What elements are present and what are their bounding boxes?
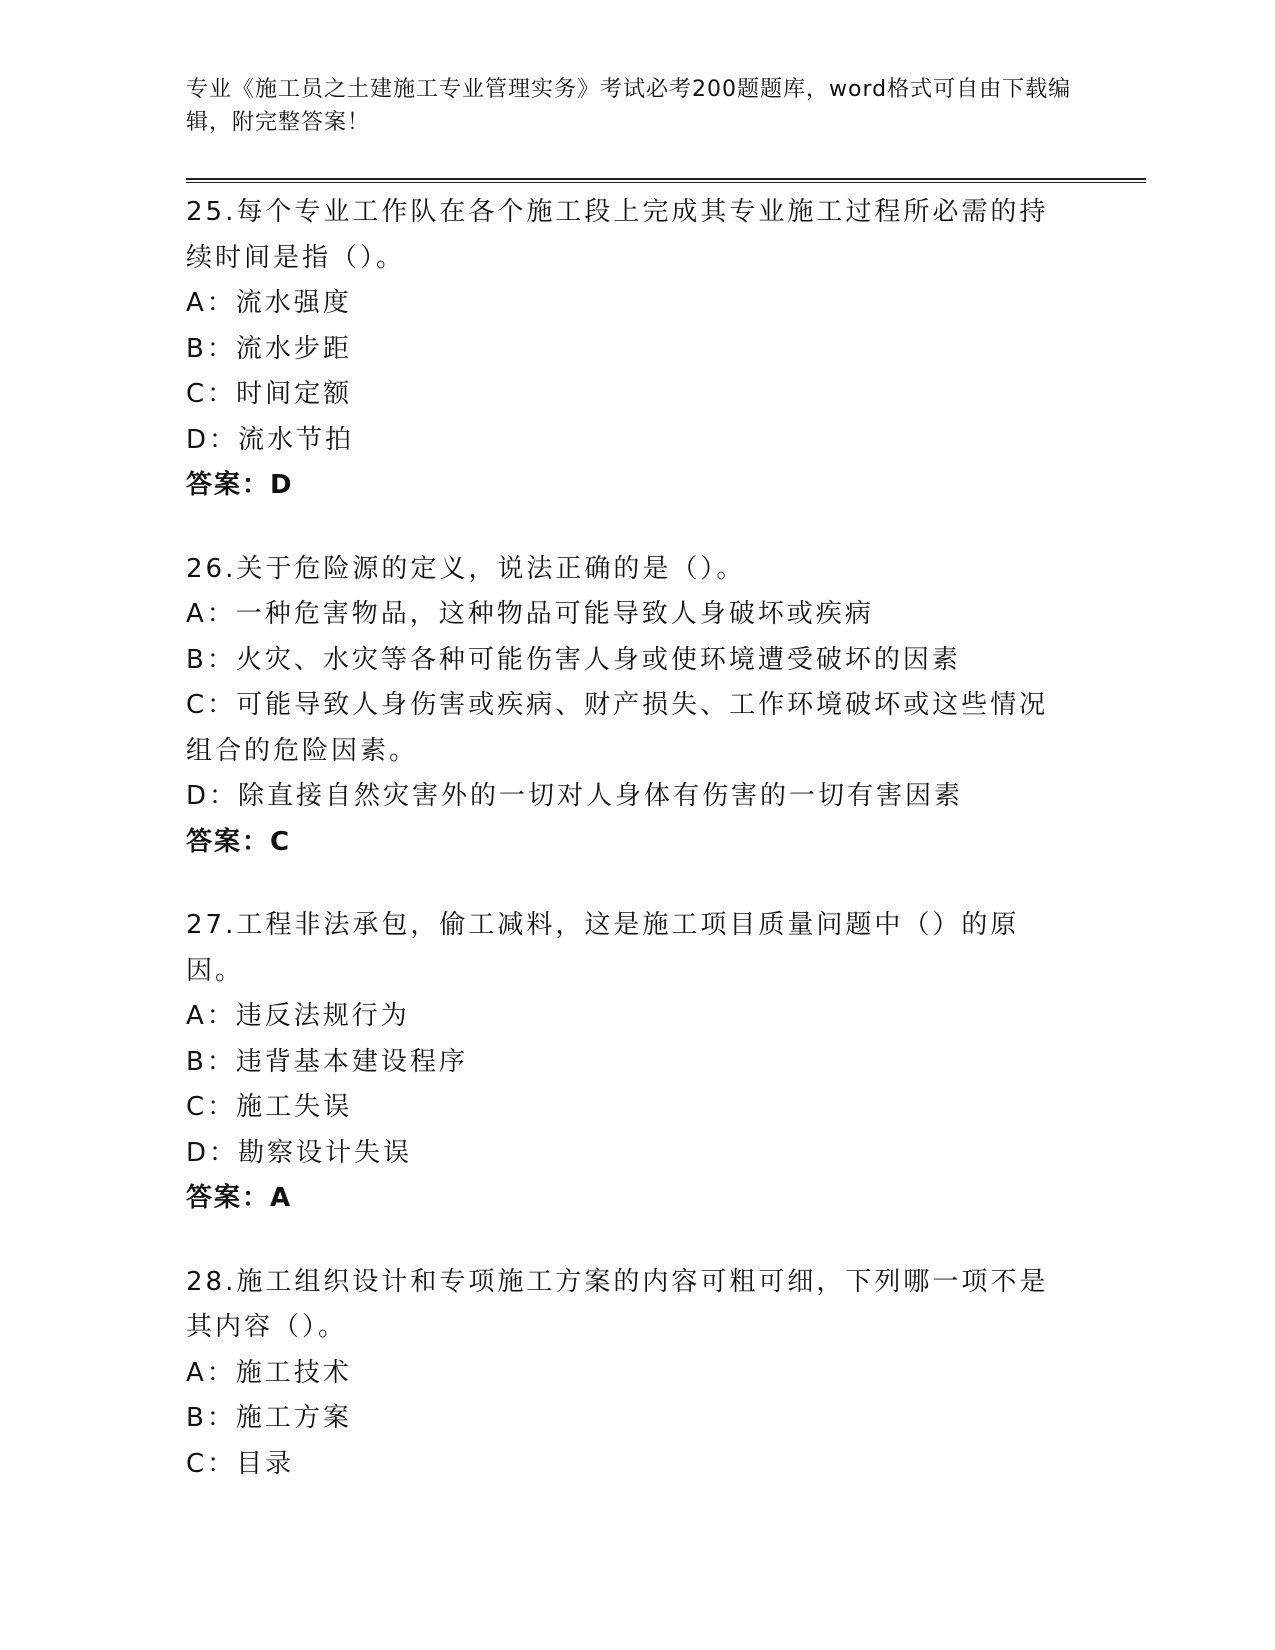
question-stem: 27.工程非法承包，偷工减料，这是施工项目质量问题中（）的原因。	[186, 910, 1020, 986]
header-divider	[186, 178, 1146, 183]
option-c: C：可能导致人身伤害或疾病、财产损失、工作环境破坏或这些情况组合的危险因素。	[186, 690, 1049, 766]
option-b: B：施工方案	[186, 1403, 352, 1433]
option-b: B：违背基本建设程序	[186, 1046, 468, 1077]
question-25	[186, 190, 1066, 509]
document-header: 专业《施工员之土建施工专业管理实务》考试必考200题题库，word格式可自由下载编辑，附完整答案！	[186, 77, 1072, 135]
question-stem: 26.关于危险源的定义，说法正确的是（）。	[186, 553, 746, 584]
question-28	[186, 1260, 1066, 1488]
answer-label: 答案：A	[186, 1183, 293, 1213]
option-d: D：除直接自然灾害外的一切对人身体有伤害的一切有害因素	[186, 781, 964, 811]
option-c: C：施工失误	[186, 1092, 353, 1122]
option-b: B：火灾、水灾等各种可能伤害人身或使环境遭受破坏的因素	[186, 644, 961, 675]
option-a: A：施工技术	[186, 1357, 352, 1388]
option-b: B：流水步距	[186, 333, 352, 364]
option-c: C：时间定额	[186, 379, 353, 409]
question-26	[186, 547, 1066, 866]
option-a: A：违反法规行为	[186, 1001, 410, 1031]
option-a: A：流水强度	[186, 288, 352, 318]
question-stem: 25.每个专业工作队在各个施工段上完成其专业施工过程所必需的持续时间是指（）。	[186, 197, 1049, 273]
option-a: A：一种危害物品，这种物品可能导致人身破坏或疾病	[186, 599, 874, 629]
question-stem: 28.施工组织设计和专项施工方案的内容可粗可细，下列哪一项不是其内容（）。	[186, 1266, 1049, 1342]
question-27	[186, 903, 1066, 1222]
option-d: D：勘察设计失误	[186, 1137, 413, 1168]
answer-label: 答案：D	[186, 470, 294, 500]
answer-label: 答案：C	[186, 826, 292, 857]
option-d: D：流水节拍	[186, 424, 355, 455]
option-c: C：目录	[186, 1448, 295, 1479]
question-list	[186, 190, 1066, 1525]
